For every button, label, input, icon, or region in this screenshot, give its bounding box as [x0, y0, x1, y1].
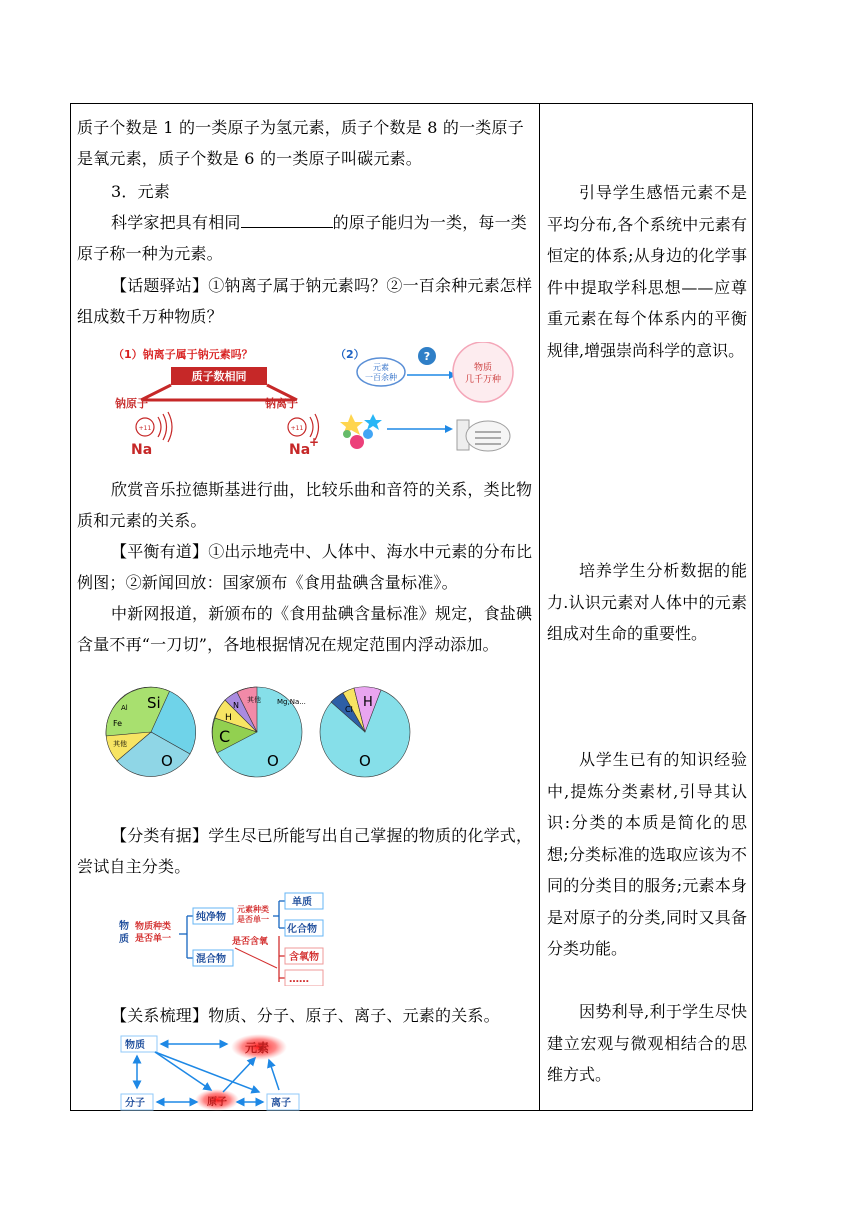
classification-figure — [117, 886, 377, 986]
fig1-question1: （1）钠离子属于钠元素吗？ — [113, 348, 253, 361]
paragraph-proton: 质子个数是 1 的一类原子为氢元素，质子个数是 8 的一类原子是氧元素，质子个数是 6 的一类原子叫碳元素。 — [77, 118, 524, 168]
relation-diagram — [119, 1032, 339, 1112]
fig2-crit2b: 是否单一 — [237, 915, 269, 924]
fig2-crit1a: 物质种类 — [135, 922, 172, 932]
fig2-crit3: 是否含氧 — [232, 937, 269, 947]
fig2-single: 单质 — [292, 897, 312, 908]
na-ion-symbol: Na — [289, 442, 311, 457]
element-oval-line1: 元素 — [373, 363, 389, 372]
fig2-oxy: 含氧物 — [289, 952, 319, 963]
pie2-h: H — [225, 713, 232, 723]
paragraph-classification: 【分类有据】学生尽已所能写出自己掌握的物质的化学式，尝试自主分类。 — [77, 826, 533, 876]
node-atom: 原子 — [207, 1097, 227, 1108]
paragraph-topic-station: 【话题驿站】①钠离子属于钠元素吗？②一百余种元素怎样组成数千万种物质？ — [77, 276, 533, 326]
node-element: 元素 — [245, 1041, 270, 1055]
pie2-o: O — [267, 752, 279, 770]
pie2-other: 其他 — [247, 696, 261, 704]
intent-1: 引导学生感悟元素不是平均分布,各个系统中元素有恒定的体系;从身边的化学事件中提取学科思想——应尊重元素在每个体系内的平衡规律,增强崇尚科学的意识。 — [547, 183, 747, 360]
pie2-c: C — [219, 727, 231, 746]
pie1-o: O — [161, 752, 173, 770]
svg-text:?: ? — [423, 350, 431, 363]
svg-text:+: + — [309, 435, 320, 449]
matter-circle-line2: 几千万种 — [464, 375, 502, 385]
fig2-zhi: 质 — [119, 934, 129, 945]
na-ion-label: 钠离子 — [265, 397, 298, 410]
na-symbol: Na — [131, 442, 153, 457]
matter-circle-line1: 物质 — [473, 363, 493, 373]
fig2-crit2a: 元素种类 — [237, 905, 269, 914]
atom-charge: +11 — [138, 425, 152, 432]
na-atom-label: 钠原子 — [115, 397, 148, 410]
pie3-o: O — [359, 752, 371, 770]
fig2-compound: 化合物 — [287, 924, 317, 935]
sodium-ion-figure — [113, 342, 523, 457]
element-oval-line2: 一百余种 — [365, 373, 397, 382]
paragraph-news: 中新网报道，新颁布的《食用盐碘含量标准》规定，食盐碘含量不再“一刀切”，各地根据情况在规定范围内浮动添加。 — [77, 604, 533, 654]
fig2-crit1b: 是否单一 — [135, 934, 172, 944]
fig2-dots: …… — [289, 974, 309, 985]
node-molecule: 分子 — [125, 1098, 145, 1109]
pie3-mgna: Mg,Na... — [277, 698, 306, 706]
section-heading: 3．元素 — [111, 182, 170, 201]
node-matter: 物质 — [125, 1040, 145, 1051]
definition-part1: 科学家把具有相同 — [111, 213, 241, 232]
pie1-si: Si — [147, 694, 161, 712]
definition-part2: 的原子能归为一类，每一类原子称一种为元素。 — [77, 213, 528, 263]
pie3-h: H — [363, 695, 373, 710]
fill-blank[interactable] — [241, 211, 333, 228]
pie2-n: N — [233, 701, 239, 710]
paragraph-definition — [77, 207, 535, 269]
intent-4: 因势利导,利于学生尽快建立宏观与微观相结合的思维方式。 — [547, 1002, 747, 1084]
paragraph-balance: 【平衡有道】①出示地壳中、人体中、海水中元素的分布比例图；②新闻回放：国家颁布《食用盐碘含量标准》。 — [77, 542, 533, 592]
pie1-al: Al — [121, 704, 128, 712]
pie1-fe: Fe — [113, 719, 123, 728]
ion-charge: +11 — [290, 425, 304, 432]
fig1-question2: （2） — [335, 348, 365, 361]
paragraph-music: 欣赏音乐拉德斯基进行曲，比较乐曲和音符的关系，类比物质和元素的关系。 — [77, 480, 533, 530]
element-pie-charts — [105, 686, 425, 778]
fig2-pure: 纯净物 — [196, 912, 226, 923]
pie3-cl: Cl — [345, 705, 353, 714]
intent-3: 从学生已有的知识经验中,提炼分类素材,引导其认识:分类的本质是简化的思想;分类标准的选取应该为不同的分类目的服务;元素本身是对原子的分类,同时又具备分类功能。 — [547, 750, 747, 958]
column-divider — [539, 104, 540, 1110]
paragraph-relations: 【关系梳理】物质、分子、原子、离子、元素的关系。 — [111, 1006, 500, 1025]
fig2-wu: 物 — [119, 921, 129, 932]
pie1-other: 其他 — [113, 740, 127, 748]
intent-2: 培养学生分析数据的能力.认识元素对人体中的元素组成对生命的重要性。 — [547, 561, 747, 643]
crust-pie — [105, 686, 196, 777]
fig2-mix: 混合物 — [196, 954, 226, 965]
lesson-table — [70, 103, 753, 1111]
node-ion: 离子 — [271, 1098, 291, 1109]
proton-box-label: 质子数相同 — [191, 370, 247, 383]
